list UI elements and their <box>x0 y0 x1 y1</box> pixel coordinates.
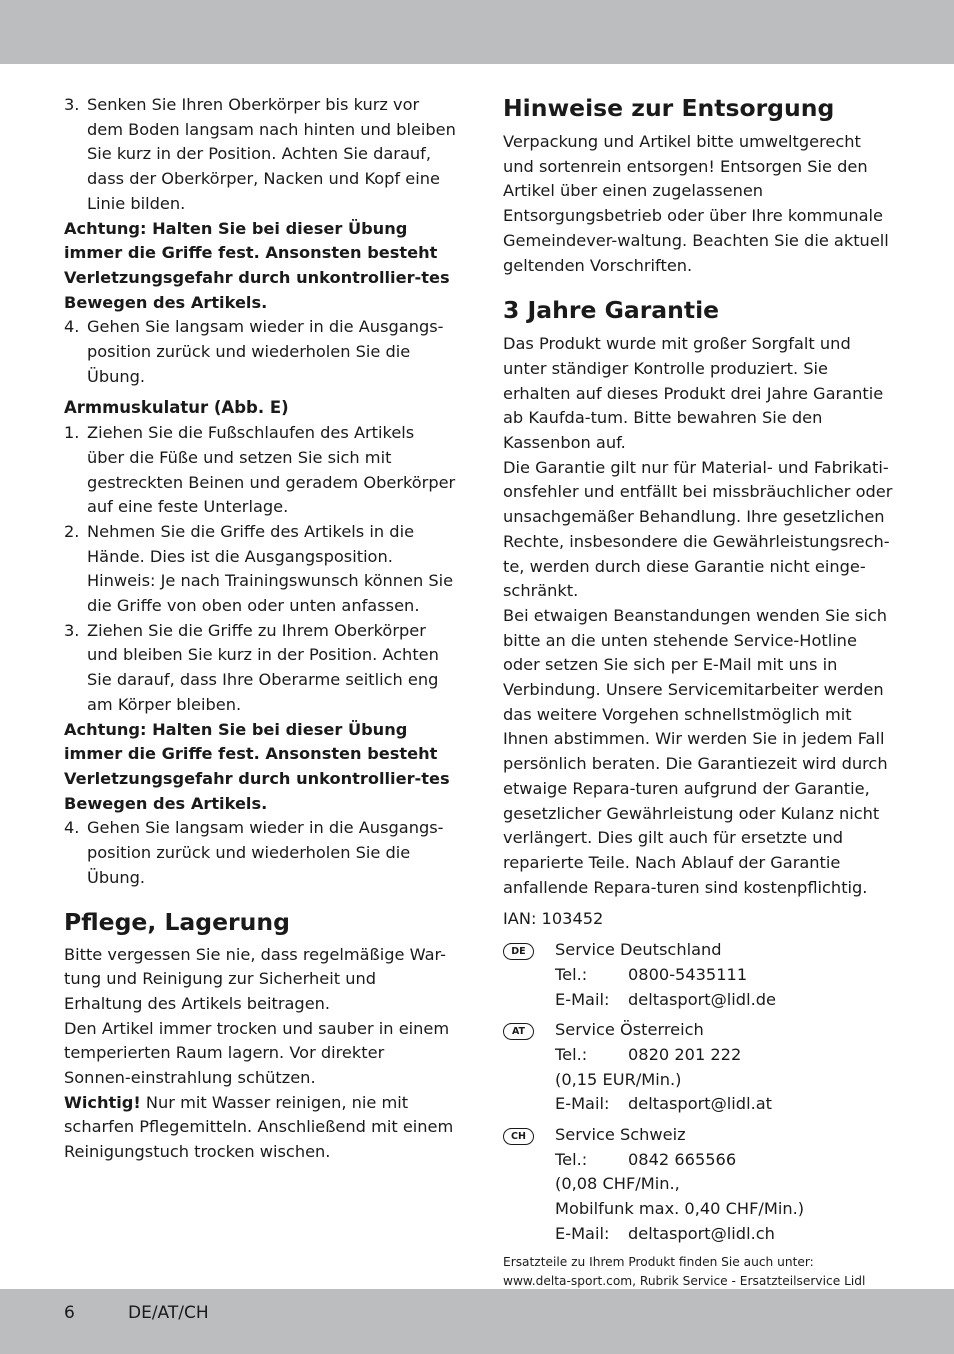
warranty-paragraph: Die Garantie gilt nur für Material- und Fabrikati-onsfehler und entfällt bei missbräuchlicher oder unsachgemäßer Behandlung. Ihre gesetzlichen Rechte, insbesondere die Gewährleistungsrech-te, werden durch diese Garantie nicht einge-schränkt. <box>503 457 893 601</box>
right-column <box>503 93 895 1291</box>
page-number: 6 <box>64 1303 75 1323</box>
section-heading-disposal: Hinweise zur Entsorgung <box>503 94 835 122</box>
list-item: 3. Ziehen Sie die Griffe zu Ihrem Oberkörper und bleiben Sie kurz in der Position. Achten Sie darauf, dass Ihre Oberarme seitlich eng am Körper bleiben. <box>64 620 439 714</box>
phone-number: 0820 201 222 <box>628 1044 742 1064</box>
list-item: 2. Nehmen Sie die Griffe des Artikels in die Hände. Dies ist die Ausgangsposition. Hinweis: Je nach Trainingswunsch können Sie die Griffe von oben oder unten anfassen. <box>64 521 454 616</box>
list-item: 1. Ziehen Sie die Fußschlaufen des Artikels über die Füße und setzen Sie sich mit gestreckten Beinen und geradem Oberkörper auf eine feste Unterlage. <box>64 423 456 517</box>
spare-parts-note: Ersatzteile zu Ihrem Produkt finden Sie auch unter: <box>503 1254 814 1269</box>
section-heading-warranty: 3 Jahre Garantie <box>503 296 720 325</box>
header-bar <box>0 0 954 64</box>
care-paragraph: Bitte vergessen Sie nie, dass regelmäßige War-tung und Reinigung zur Sicherheit und Erhaltung des Artikels beitragen. <box>64 944 446 1013</box>
service-germany: DE Service Deutschland Tel.: 0800-5435111 E-Mail: deltasport@lidl.de <box>503 938 895 1012</box>
service-switzerland: CH Service Schweiz Tel.: 0842 665566 (0,08 CHF/Min., Mobilfunk max. 0,40 CHF/Min.) E-Mail: deltasport@lidl.ch <box>503 1123 895 1247</box>
exercise-steps-continued <box>64 93 456 217</box>
arm-steps <box>64 421 456 717</box>
email-address: deltasport@lidl.ch <box>628 1223 775 1243</box>
list-item: 4. Gehen Sie langsam wieder in die Ausgangs-position zurück und wiederholen Sie die Übung. <box>64 818 444 887</box>
care-important: Wichtig! Nur mit Wasser reinigen, nie mit scharfen Pflegemitteln. Anschließend mit einem Reinigungstuch trocken wischen. <box>64 1092 454 1162</box>
ian-number: IAN: 103452 <box>503 909 604 929</box>
email-address: deltasport@lidl.de <box>628 989 776 1009</box>
spare-parts-url: www.delta-sport.com, Rubrik Service - Ersatzteilservice Lidl <box>503 1273 866 1288</box>
disposal-text: Verpackung und Artikel bitte umweltgerecht und sortenrein entsorgen! Entsorgen Sie den Artikel über einen zugelassenen Entsorgungsbetrieb oder über Ihre kommunale Gemeindever-waltung. Beachten Sie die aktuell geltenden Vorschriften. <box>503 132 889 275</box>
country-badge-ch: CH <box>503 1128 534 1145</box>
warranty-paragraph: Bei etwaigen Beanstandungen wenden Sie sich bitte an die unten stehende Service-Hotline oder setzen Sie sich per E-Mail mit uns in Verbindung. Unsere Servicemitarbeiter werden das weitere Vorgehen schnellstmöglich mit Ihnen abstimmen. Wir werden Sie in jedem Fall persönlich beraten. Die Garantiezeit wird durch etwaige Repara-turen aufgrund der Garantie, gesetzlicher Gewährleistung oder Kulanz nicht verlängert. Dies gilt auch für ersetzte und reparierte Teile. Nach Ablauf der Garantie anfallende Repara-turen sind kostenpflichtig. <box>503 605 888 897</box>
section-heading-arm: Armmuskulatur (Abb. E) <box>64 398 289 418</box>
warning-text: Achtung: Halten Sie bei dieser Übung immer die Griffe fest. Ansonsten besteht Verletzungsgefahr durch unkontrollier-tes Bewegen des Artikels. <box>64 719 450 813</box>
list-item: 3. Senken Sie Ihren Oberkörper bis kurz vor dem Boden langsam nach hinten und bleiben Sie kurz in der Position. Achten Sie darauf, dass der Oberkörper, Nacken und Kopf eine Linie bilden. <box>64 95 456 213</box>
service-austria: AT Service Österreich Tel.: 0820 201 222 (0,15 EUR/Min.) E-Mail: deltasport@lidl.at <box>503 1018 895 1117</box>
phone-number: 0842 665566 <box>628 1149 737 1169</box>
section-heading-care: Pflege, Lagerung <box>64 907 290 936</box>
country-badge-de: DE <box>503 943 534 960</box>
phone-number: 0800-5435111 <box>628 964 748 984</box>
country-badge-at: AT <box>503 1023 534 1040</box>
warranty-paragraph: Das Produkt wurde mit großer Sorgfalt und unter ständiger Kontrolle produziert. Sie erhalten auf dieses Produkt drei Jahre Garantie ab Kaufda-tum. Bitte bewahren Sie den Kassenbon auf. <box>503 334 884 453</box>
email-address: deltasport@lidl.at <box>628 1094 772 1114</box>
care-paragraph: Den Artikel immer trocken und sauber in einem temperierten Raum lagern. Vor direkter Sonnen-einstrahlung schützen. <box>64 1018 450 1088</box>
left-column <box>64 93 456 1165</box>
warning-text: Achtung: Halten Sie bei dieser Übung immer die Griffe fest. Ansonsten besteht Verletzungsgefahr durch unkontrollier-tes Bewegen des Artikels. <box>64 218 450 312</box>
list-item: 4. Gehen Sie langsam wieder in die Ausgangs-position zurück und wiederholen Sie die Übung. <box>64 317 444 386</box>
page-language: DE/AT/CH <box>128 1303 209 1323</box>
